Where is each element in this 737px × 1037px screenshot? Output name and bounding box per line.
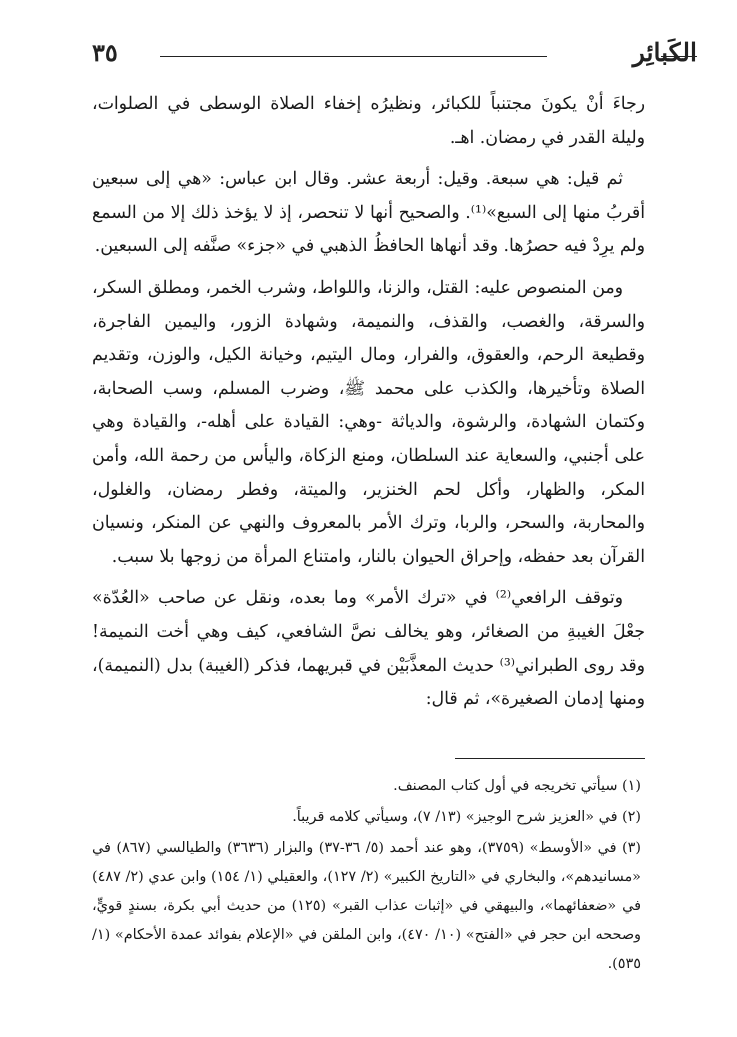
header-rule-right bbox=[661, 56, 697, 57]
paragraph-4: وتوقف الرافعي⁽²⁾ في «ترك الأمر» وما بعده، ونقل عن صاحب «العُدّة» جعْلَ الغيبةِ من الصغائر، وهو يخالف نصَّ الشافعي، كيف وهي أخت النميمة! وقد روى الطبراني⁽³⁾ حديث المعذَّبَيْن في قبريهما، فذكر (الغيبة) بدل (النميمة)، ومنها إدمان الصغيرة»، ثم قال: bbox=[92, 588, 645, 710]
footnote-1: (١) سيأتي تخريجه في أول كتاب المصنف. bbox=[393, 778, 641, 794]
main-text bbox=[92, 88, 645, 725]
footnote-separator bbox=[455, 758, 645, 759]
paragraph-1: رجاءَ أنْ يكونَ مجتنباً للكبائر، ونظيرُه إخفاء الصلاة الوسطى في الصلوات، وليلة القدر في رمضان. اهـ. bbox=[92, 94, 645, 148]
footnotes bbox=[92, 772, 641, 981]
running-header-title: الكَبائِر bbox=[632, 38, 697, 67]
paragraph-2: ثم قيل: هي سبعة. وقيل: أربعة عشر. وقال ابن عباس: «هي إلى سبعين أقربُ منها إلى السبع»⁽¹⁾. والصحيح أنها لا تنحصر، إذ لا يؤخذ ذلك إلا من السمع ولم يرِدْ فيه حصرُها. وقد أنهاها الحافظُ الذهبي في «جزء» صنَّفه إلى السبعين. bbox=[92, 169, 645, 257]
paragraph-3: ومن المنصوص عليه: القتل، والزنا، واللواط، وشرب الخمر، ومطلق السكر، والسرقة، والغصب، والقذف، والنميمة، وشهادة الزور، واليمين الفاجرة، وقطيعة الرحم، والعقوق، والفرار، ومال اليتيم، وخيانة الكيل، والوزن، وتقديم الصلاة وتأخيرها، والكذب على محمد ﷺ، وضرب المسلم، وسب الصحابة، وكتمان الشهادة، والرشوة، والدياثة -وهي: القيادة على أهله-، والقيادة وهي على أجنبي، والسعاية عند السلطان، ومنع الزكاة، واليأس من رحمة الله، وأمن المكر، والظهار، وأكل لحم الخنزير، والميتة، وفطر رمضان، والغلول، والمحاربة، والسحر، والربا، وترك الأمر بالمعروف والنهي عن المنكر، ونسيان القرآن بعد حفظه، وإحراق الحيوان بالنار، وامتناع المرأة من زوجها بلا سبب. bbox=[92, 277, 645, 567]
page-number: ٣٥ bbox=[92, 38, 118, 67]
header-rule bbox=[160, 56, 547, 57]
footnote-3: (٣) في «الأوسط» (٣٧٥٩)، وهو عند أحمد (٥/ ٣٦-٣٧) والبزار (٣٦٣٦) والطيالسي (٨٦٧) في «مسانيدهم»، والبخاري في «التاريخ الكبير» (٢/ ١٢٧)، والعقيلي (١/ ١٥٤) وابن عدي (٢/ ٤٨٧) في «ضعفائهما»، والبيهقي في «إثبات عذاب القبر» (١٢٥) من حديث أبي بكرة، بسندٍ قويٍّ، وصححه ابن حجر في «الفتح» (١٠/ ٤٧٠)، وابن الملقن في «الإعلام بفوائد عمدة الأحكام» (١/ ٥٣٥). bbox=[92, 840, 641, 972]
footnote-2: (٢) في «العزيز شرح الوجيز» (١٣/ ٧)، وسيأتي كلامه قريباً. bbox=[292, 809, 641, 825]
